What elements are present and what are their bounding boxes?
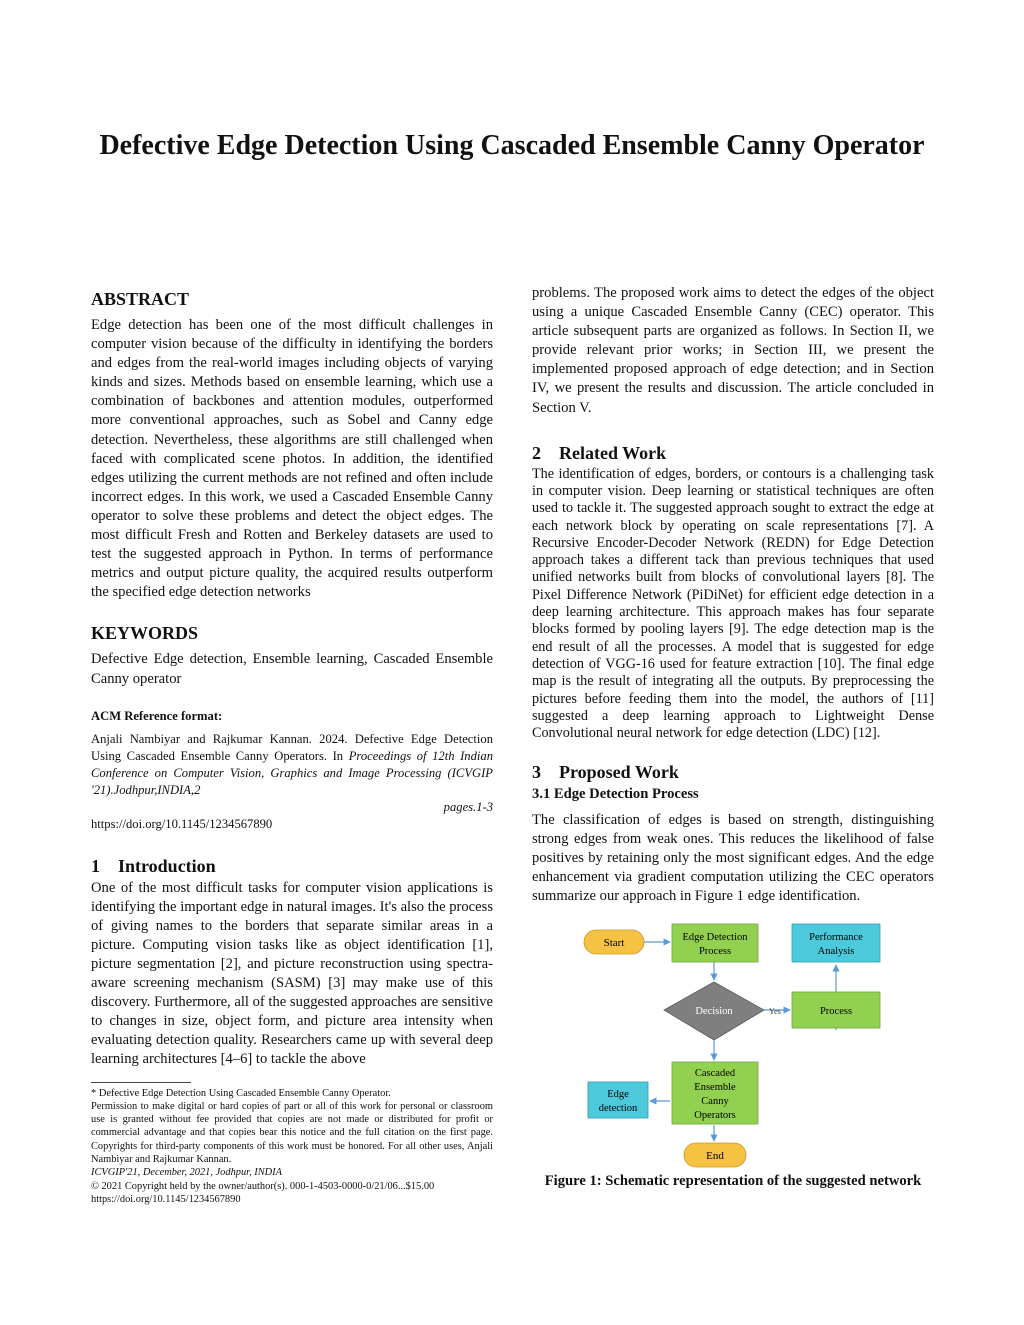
footnote-marker: * xyxy=(91,1087,97,1099)
keywords-heading: KEYWORDS xyxy=(91,623,199,644)
paper-title: Defective Edge Detection Using Cascaded Ensemble Canny Operator xyxy=(99,130,925,161)
intro-continued-text: problems. The proposed work aims to detect the edges of the object using a unique Cascaded Ensemble Canny (CEC) operator. This article subsequent parts are organized as follows. In Section II, we provide relevant prior works; in Section III, we present the implemented proposed approach of edge detection; and in Section IV, we present the results and discussion. The article concluded in Section V. xyxy=(532,285,934,416)
section-number: 3 xyxy=(532,762,541,783)
related-work-heading xyxy=(532,442,934,464)
section-title: Proposed Work xyxy=(559,762,679,783)
acm-doi-link[interactable]: https://doi.org/10.1145/1234567890 xyxy=(91,816,273,831)
cec-label-1: Cascaded xyxy=(694,1068,736,1079)
footnote-title xyxy=(91,1087,493,1100)
related-work-text: The identification of edges, borders, or contours is a challenging task in computer vision. Deep learning or statistical techniques are often used to tackle it. The suggested approach sought to extract the edge at each network block by operating on scale representations [7]. A Recursive Encoder-Decoder Network (REDN) for Edge Detection approach takes a different tack than previous techniques that used unified networks built from blocks of convolutional layers [8]. The Pixel Difference Network (PiDiNet) for efficient edge detection in a deep learning architecture. This approach makes has four separate blocks formed by pooling layers [9]. The edge detection map is the end result of all the processes. A model that is suggested for edge detection of VGG-16 used for feature extraction [10]. The final edge map is the result of integrating all the outputs. By preprocessing the pictures before feeding them into the model, the authors of [11] suggested a deep learning approach to Lightweight Dense Convolutional neural network for edge detection (LDC) [12]. xyxy=(532,465,934,742)
figure-1-flowchart xyxy=(532,920,934,1176)
edge-detection-label-2: detection xyxy=(598,1103,638,1114)
acm-reference xyxy=(91,708,493,833)
abstract-heading: ABSTRACT xyxy=(91,289,190,309)
section-title: Related Work xyxy=(559,442,667,463)
edge-detection-process-heading: 3.1 Edge Detection Process xyxy=(532,786,699,803)
acm-proceedings: Proceedings of 12th Indian Conference on Computer Vision, Graphics and Image Processing (ICVGIP '21).Jodhpur,INDIA,2 xyxy=(91,748,493,797)
footnote-permission: Permission to make digital or hard copies of part or all of this work for personal or classroom use is granted without fee provided that copies are not made or distributed for profit or commercial advantage and that copies bear this notice and the full citation on the first page. Copyrights for third-party components of this work must be honored. For all other uses, Anjali Nambiyar and Rajkumar Kannan. xyxy=(91,1100,493,1166)
process-label: Process xyxy=(819,1006,853,1017)
section-number: 1 xyxy=(91,855,100,876)
footnote xyxy=(91,1082,493,1207)
edge-process-label-2: Process xyxy=(698,946,732,957)
left-column xyxy=(91,288,493,1206)
keywords-text: Defective Edge detection, Ensemble learning, Cascaded Ensemble Canny operator xyxy=(91,651,493,687)
edge-process-label-1: Edge Detection xyxy=(682,932,748,943)
footnote-copyright: © 2021 Copyright held by the owner/author(s). 000-1-4503-0000-0/21/06...$15.00 xyxy=(91,1180,435,1192)
acm-heading: ACM Reference format: xyxy=(91,708,223,723)
proposed-work-text: The classification of edges is based on strength, distinguishing strong edges from weak ones. This reduces the likelihood of false positives by retaining only the most significant edges. And the edge enhancement via gradient computation utilizing the CEC operators summarize our approach in Figure 1 edge identification. xyxy=(532,811,934,904)
section-number: 2 xyxy=(532,442,541,463)
cec-label-4: Operators xyxy=(694,1110,736,1121)
end-label: End xyxy=(706,1150,724,1162)
right-column xyxy=(532,284,934,906)
figure-1-caption: Figure 1: Schematic representation of the suggested network xyxy=(544,1173,922,1189)
abstract-text: Edge detection has been one of the most difficult challenges in computer vision because of the difficulty in identifying the borders and edges from the real-world images including objects of varying kinds and sizes. Methods based on ensemble learning, which use a combination of backbones and attention modules, outperformed more conventional approaches, such as Sobel and Canny edge detection. Nevertheless, these algorithms are still challenged when faced with complicated scene photos. In addition, the identified edges utilizing the current methods are not refined and often include incorrect edges. In this work, we used a Cascaded Ensemble Canny operator to solve these problems and detect the object edges. The most difficult Fresh and Rotten and Berkeley datasets are used to test the suggested approach in Python. In terms of performance metrics and output picture quality, the acquired results outperform the specified edge detection networks xyxy=(91,317,493,601)
section-title: Introduction xyxy=(118,855,216,876)
edge-detection-label-1: Edge xyxy=(607,1089,629,1100)
introduction-heading xyxy=(91,855,493,877)
acm-citation xyxy=(91,731,493,799)
introduction-text: One of the most difficult tasks for computer vision applications is identifying the important edge in natural images. It's also the process of giving names to the borders that separate similar areas in a picture. Computing vision tasks like as object identification [1], picture segmentation [2], and picture reconstruction using spectra-aware screening mechanism (SASM) [3] may make use of this discovery. Furthermore, all of the suggested approaches are sensitive to changes in size, object form, and picture area intensity when evaluating detection quality. Researchers came up with several deep learning architectures [4–6] to tackle the above xyxy=(91,879,493,1068)
acm-pages: pages.1-3 xyxy=(443,799,493,814)
proposed-work-heading xyxy=(532,761,934,783)
footnote-rule xyxy=(91,1082,191,1083)
footnote-venue: ICVGIP'21, December, 2021, Jodhpur, INDIA xyxy=(91,1167,282,1179)
performance-label-1: Performance xyxy=(809,932,863,943)
start-label: Start xyxy=(603,937,625,949)
cec-label-3: Canny xyxy=(701,1096,729,1107)
acm-authors: Anjali Nambiyar and Rajkumar Kannan. 2024. Defective Edge Detection Using Cascaded Ensemble Canny Operators. In xyxy=(91,731,493,763)
decision-label: Decision xyxy=(695,1006,733,1017)
yes-label: Yes xyxy=(769,1007,781,1016)
cec-label-2: Ensemble xyxy=(694,1082,736,1093)
footnote-doi-link[interactable]: https://doi.org/10.1145/1234567890 xyxy=(91,1193,241,1205)
footnote-title-text: Defective Edge Detection Using Cascaded Ensemble Canny Operator. xyxy=(98,1087,391,1099)
performance-label-2: Analysis xyxy=(817,946,855,957)
